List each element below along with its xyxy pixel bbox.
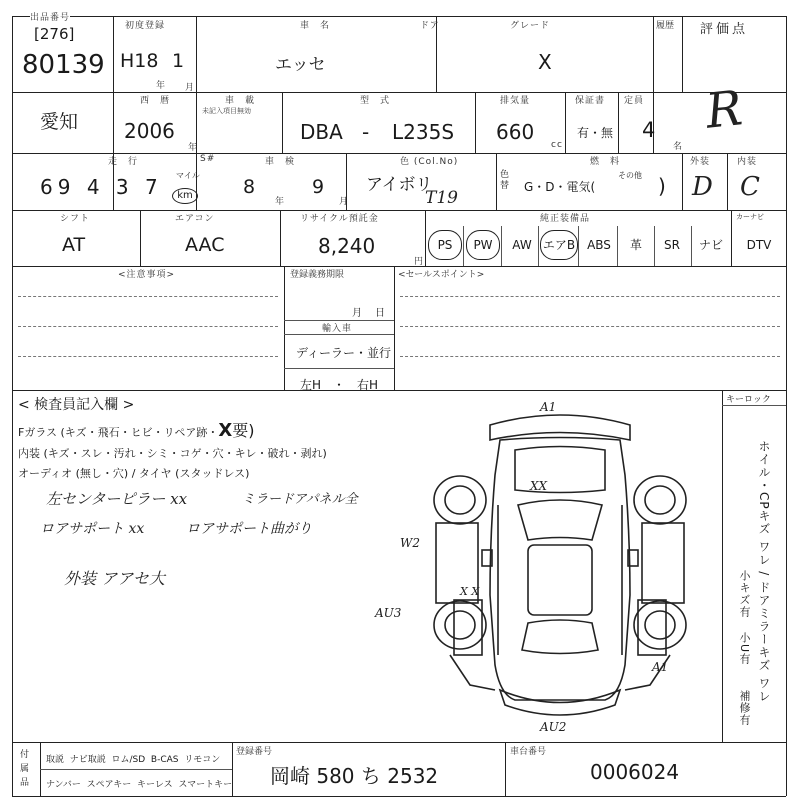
year-unit-2: 年 — [188, 143, 199, 153]
interior-grade: C — [740, 172, 760, 202]
inspection-year-unit: 年 — [275, 197, 286, 207]
mileage-digit: 3 — [115, 175, 134, 199]
rule-h — [284, 368, 394, 369]
rule-v — [425, 210, 426, 266]
handwritten-note-1b: ミラードアパネル全 — [242, 492, 358, 507]
glass-need: 要) — [232, 421, 255, 440]
rule-bottom — [12, 796, 786, 797]
rule-row1 — [12, 92, 786, 93]
option-aw: AW — [512, 238, 532, 252]
recycle-label: リサイクル預託金 — [300, 214, 379, 224]
door-right-front — [642, 523, 684, 603]
registration-label: 登録義務期限 — [290, 270, 345, 280]
seats-label: 定員 — [624, 96, 645, 106]
exterior-grade: D — [692, 172, 713, 202]
capacity-note: 未記入項目無効 — [202, 107, 251, 115]
rule-dash — [18, 356, 278, 357]
model-label: 型 式 — [360, 96, 391, 106]
mileage-digit: 7 — [145, 175, 163, 199]
mileage-label: 走 行 — [108, 157, 139, 167]
handwritten-note-1a: 左センターピラー xx — [46, 490, 188, 508]
reg-month: 月 — [352, 308, 362, 319]
rule-dash — [400, 356, 780, 357]
first-reg-label: 初度登録 — [125, 21, 166, 31]
diagram-mark-xx: X X — [460, 585, 480, 598]
mileage — [40, 175, 163, 199]
rule-v — [618, 92, 619, 153]
diagram-mark-front: A1 — [540, 400, 557, 414]
option-leather: 革 — [629, 238, 642, 252]
color-name: アイボリ — [366, 175, 433, 195]
accessory-item: スペアキー — [86, 780, 132, 790]
rule-row3 — [12, 210, 786, 211]
option-dtv: DTV — [746, 238, 772, 252]
displacement: 660 — [496, 120, 535, 144]
score-label: 評価点 — [700, 22, 749, 37]
s-label: S# — [200, 154, 216, 164]
carnavi-label: カーナビ — [736, 213, 764, 221]
displacement-label: 排気量 — [500, 96, 531, 106]
rule-dash — [18, 296, 278, 297]
rule-v — [282, 92, 283, 153]
interior-label: 内装 — [737, 157, 758, 167]
plate-number: 岡崎 580 ち 2532 — [270, 764, 439, 788]
accessory-item: リモコン — [184, 755, 221, 765]
rule-v — [565, 92, 566, 153]
plate-label: 登録番号 — [236, 747, 273, 757]
year-value: 2006 — [124, 119, 175, 143]
rule-row5 — [12, 390, 786, 391]
rule-v — [722, 390, 723, 742]
mileage-digit: 4 — [86, 175, 105, 199]
front-bumper — [490, 415, 630, 440]
accessories-label: 付属品 — [20, 750, 30, 788]
diagram-mark-au3: AU3 — [375, 606, 402, 620]
warranty: 有・無 — [577, 126, 614, 140]
dealer: ディーラー・並行 — [296, 346, 392, 360]
accessory-item: B-CAS — [150, 755, 179, 765]
rule-v — [475, 92, 476, 153]
diagram-mark-rear: AU2 — [540, 720, 567, 734]
rule-v — [578, 226, 579, 266]
accessories-bottom — [46, 777, 232, 790]
side-small-u: 小U有 — [738, 632, 751, 666]
first-reg-month: 1 — [172, 50, 185, 72]
rule-v — [617, 226, 618, 266]
wheel-rr — [634, 601, 686, 649]
inspector-title: < 検査員記入欄 > — [18, 397, 135, 413]
equipment-label: 純正装備品 — [540, 214, 591, 224]
wheel-fl — [434, 476, 486, 524]
option-navi: ナビ — [698, 238, 723, 252]
inspection-month-unit: 月 — [339, 197, 350, 207]
mileage-unit-top: マイル — [176, 171, 200, 180]
rule-h — [722, 405, 786, 406]
handle: 左H ・ 右H — [300, 378, 379, 392]
accessory-item: ロム/SD — [111, 755, 146, 765]
glass-line — [18, 418, 255, 441]
model-dash: - — [362, 120, 370, 144]
rule-v — [691, 226, 692, 266]
inspection-year: 8 — [243, 176, 256, 198]
side-repair: 補修有 — [738, 690, 751, 726]
fuel-close-paren: ) — [658, 174, 666, 198]
year-label: 西 暦 — [140, 96, 171, 106]
roof — [528, 545, 592, 615]
interior-line: 内装 (キズ・スレ・汚れ・シミ・コゲ・穴・キレ・破れ・剥れ) — [18, 447, 327, 460]
option-airbag: エアB — [540, 230, 578, 260]
exterior-label: 外装 — [690, 157, 711, 167]
displacement-unit: cc — [551, 140, 563, 150]
option-pw: PW — [466, 230, 500, 260]
recycle: 8,240 — [318, 234, 376, 258]
hood — [515, 447, 605, 493]
accessories-top — [46, 752, 220, 765]
option-abs: ABS — [587, 238, 611, 252]
handwritten-note-3: 外装 アアセ大 — [64, 569, 165, 588]
lot-bracket: [276] — [34, 25, 75, 43]
rule-v — [538, 226, 539, 266]
sales-label: <セールスポイント> — [398, 270, 485, 280]
inspection-label: 車 検 — [265, 157, 296, 167]
glass-mark: X — [218, 420, 233, 441]
side-vertical-text: ホイル・CPキズ ワレ / ドアミラーキズ ワレ — [757, 440, 771, 703]
diagram-mark-hood: XX — [530, 479, 548, 493]
ac: AAC — [185, 234, 225, 256]
color-label: 色 (Col.No) — [400, 157, 459, 167]
wheel-rl — [434, 601, 486, 649]
rule-right — [786, 16, 787, 796]
rule-v — [496, 153, 497, 210]
inspection-month: 9 — [312, 176, 325, 198]
accessory-item: ナンバー — [46, 780, 81, 790]
glass-text: Fガラス (キズ・飛石・ヒビ・リペア跡・ — [18, 426, 219, 439]
rule-v — [654, 226, 655, 266]
grade: X — [538, 50, 552, 74]
car-name: エッセ — [275, 55, 326, 75]
capacity-label: 車 載 — [225, 96, 256, 106]
handwritten-note-2b: ロアサポート曲がり — [186, 521, 312, 537]
handwritten-note-2a: ロアサポート xx — [40, 521, 145, 537]
shift: AT — [62, 234, 86, 256]
history-label: 履歴 — [656, 21, 675, 31]
side-small-scratch: 小キズ有 — [738, 570, 751, 618]
chassis-number: 0006024 — [590, 760, 680, 784]
rear-bumper — [500, 690, 620, 715]
wheel-fr — [634, 476, 686, 524]
seats: 4 — [642, 118, 656, 142]
car-name-label: 車 名 — [300, 21, 331, 31]
month-unit: 月 — [185, 83, 196, 93]
rule-h — [40, 769, 232, 770]
rule-v — [727, 153, 728, 210]
year-unit: 年 — [156, 81, 167, 91]
model-code: L235S — [392, 120, 455, 144]
caution-label: <注意事項> — [118, 270, 176, 280]
accessory-item: キーレス — [137, 780, 173, 790]
car-diagram — [375, 395, 700, 740]
warranty-label: 保証書 — [575, 96, 606, 106]
fuel-other: その他 — [618, 171, 642, 180]
mileage-digit: 9 — [57, 175, 76, 199]
model-prefix: DBA — [300, 120, 343, 144]
rule-v — [140, 210, 141, 266]
accessory-item: 取説 — [46, 755, 65, 765]
diagram-mark-left: W2 — [400, 536, 420, 550]
rule-v — [731, 210, 732, 266]
rule-v — [501, 226, 502, 266]
accessory-item: スマートキー — [178, 780, 233, 790]
score-value: R — [703, 80, 745, 140]
ac-label: エアコン — [175, 214, 215, 224]
windshield — [518, 500, 602, 540]
rear-window — [522, 620, 598, 654]
rule-v — [196, 16, 197, 92]
fuel-options: G・D・電気( — [524, 180, 596, 194]
diagram-mark-rear-right: A1 — [652, 660, 669, 674]
rule-v — [280, 210, 281, 266]
audio-line: オーディオ (無し・穴) / タイヤ (スタッドレス) — [18, 467, 250, 480]
rule-v — [463, 226, 464, 266]
mileage-digit: 6 — [40, 175, 58, 199]
rule-v — [394, 266, 395, 390]
accessory-item: ナビ取説 — [69, 755, 106, 765]
option-sr: SR — [664, 238, 680, 252]
body-outline — [490, 438, 630, 701]
shift-label: シフト — [60, 214, 91, 224]
option-ps: PS — [428, 230, 462, 260]
rule-v — [505, 742, 506, 796]
rule-dash — [400, 326, 780, 327]
fuel-label: 燃 料 — [590, 157, 621, 167]
rule-top — [12, 16, 786, 17]
recycle-unit: 円 — [414, 257, 425, 267]
lot-label: 出品番号 — [30, 10, 70, 23]
rule-footer — [12, 742, 786, 743]
rule-h — [284, 334, 394, 335]
lot-number: 80139 — [22, 50, 105, 80]
first-reg-era: H18 — [120, 50, 159, 72]
rule-v — [284, 266, 285, 390]
grade-label: グレード — [510, 21, 551, 31]
reg-day: 日 — [375, 308, 385, 319]
rule-dash — [18, 326, 278, 327]
keylock-label: キーロック — [726, 395, 771, 405]
prefecture: 愛知 — [40, 111, 79, 133]
rule-dash — [400, 296, 780, 297]
mileage-unit: km — [172, 188, 198, 204]
seats-unit: 名 — [673, 142, 684, 152]
chassis-label: 車台番号 — [510, 747, 547, 757]
color-code: T19 — [425, 188, 458, 208]
color-change-label: 色替 — [500, 170, 510, 191]
import-label: 輸入車 — [322, 324, 353, 334]
door-label: ドア — [420, 21, 440, 31]
rule-v — [682, 16, 683, 92]
mileage-unit-circle — [172, 183, 198, 204]
rule-v — [682, 153, 683, 210]
rule-left — [12, 16, 13, 796]
